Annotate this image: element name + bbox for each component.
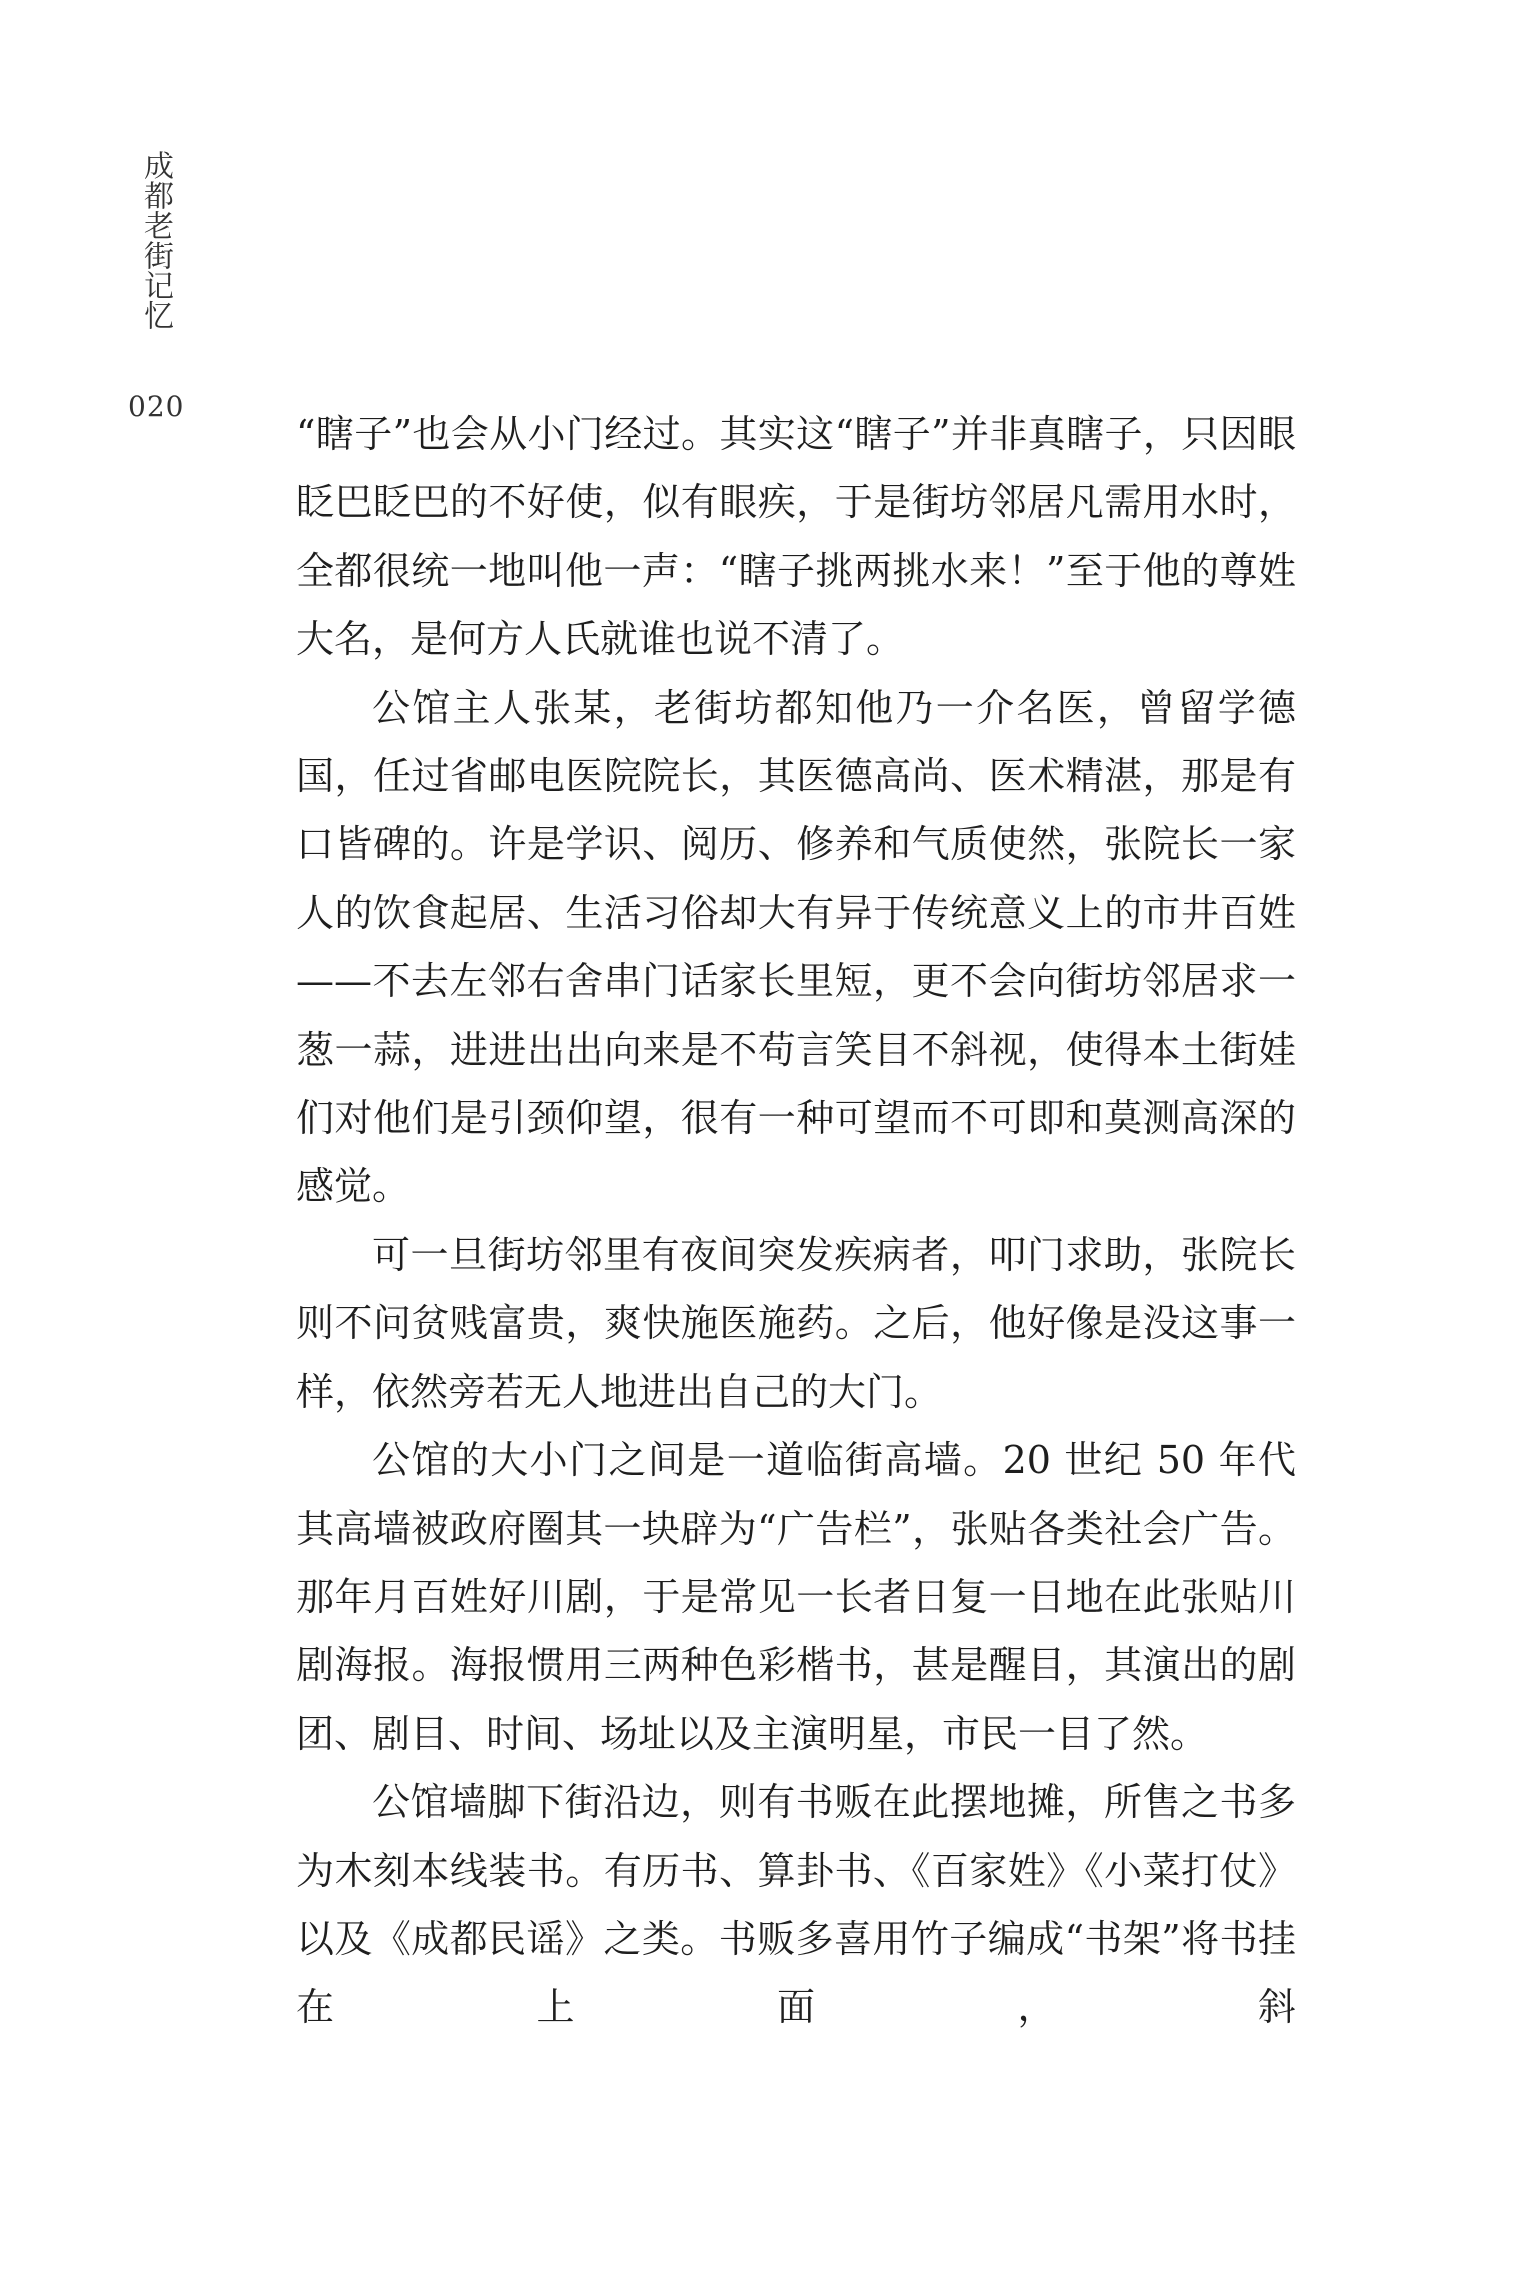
running-title: 成都老街记忆 xyxy=(138,150,173,330)
page-number: 020 xyxy=(128,390,185,423)
paragraph-4: 公馆的大小门之间是一道临街高墙。20 世纪 50 年代其高墙被政府圈其一块辟为“广告栏”，张贴各类社会广告。那年月百姓好川剧，于是常见一长者日复一日地在此张贴川剧海报。海报惯用三两种色彩楷书，甚是醒目，其演出的剧团、剧目、时间、场址以及主演明星，市民一目了然。 xyxy=(296,1438,1296,1756)
paragraph-2: 公馆主人张某，老街坊都知他乃一介名医，曾留学德国，任过省邮电医院院长，其医德高尚、医术精湛，那是有口皆碑的。许是学识、阅历、修养和气质使然，张院长一家人的饮食起居、生活习俗却大有异于传统意义上的市井百姓——不去左邻右舍串门话家长里短，更不会向街坊邻居求一葱一蒜，进进出出向来是不苟言笑目不斜视，使得本土街娃们对他们是引颈仰望，很有一种可望而不可即和莫测高深的感觉。 xyxy=(296,685,1296,1209)
paragraph-1: “瞎子”也会从小门经过。其实这“瞎子”并非真瞎子，只因眼眨巴眨巴的不好使，似有眼疾，于是街坊邻居凡需用水时，全都很统一地叫他一声：“瞎子挑两挑水来！”至于他的尊姓大名，是何方人氏就谁也说不清了。 xyxy=(296,412,1296,662)
paragraph-3: 可一旦街坊邻里有夜间突发疾病者，叩门求助，张院长则不问贫贱富贵，爽快施医施药。之后，他好像是没这事一样，依然旁若无人地进出自己的大门。 xyxy=(296,1232,1296,1414)
body-text xyxy=(296,400,1296,2042)
paragraph-5: 公馆墙脚下街沿边，则有书贩在此摆地摊，所售之书多为木刻本线装书。有历书、算卦书、《百家姓》《小菜打仗》以及《成都民谣》之类。书贩多喜用竹子编成“书架”将书挂在上面，斜 xyxy=(296,1780,1296,2030)
